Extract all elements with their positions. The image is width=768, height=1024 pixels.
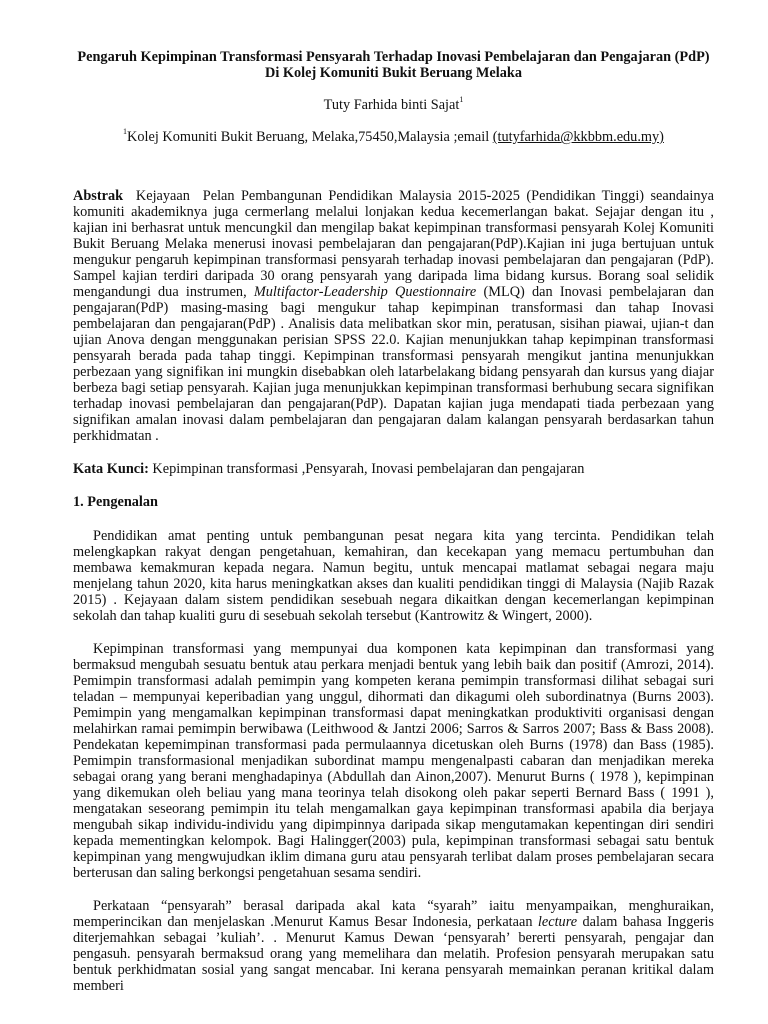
paragraph-3: [73, 898, 714, 994]
affiliation-superscript: 1: [123, 127, 128, 136]
abstract: [73, 188, 718, 444]
paper-title: [73, 49, 714, 81]
document-page: [73, 49, 718, 994]
author-name: Tuty Farhida binti Sajat: [323, 97, 460, 113]
keywords: [73, 461, 714, 477]
paragraph-3-italic: lecture: [537, 914, 578, 930]
author-line: [73, 97, 714, 113]
email-link[interactable]: (tutyfarhida@kkbbm.edu.my): [492, 129, 664, 145]
abstract-text-2: (MLQ) dan Inovasi pembelajaran dan pengajaran(PdP) masing-masing bagi mengukur tahap kepimpinan transformasi dan tahap Inovasi pembelajaran dan pengajaran(PdP) . Analisis data melibatkan skor min, peratusan, sisihan piawai, ujian-t dan ujian Anova dengan menggunakan perisian SPSS 22.0. Kajian menunjukkan tahap kepimpinan transformasi pensyarah berada pada tahap tinggi. Kepimpinan transformasi pensyarah mengikut jantina menunjukkan perbezaan yang signifikan ini mungkin disebabkan oleh latarbelakang bidang pensyarah dan kursus yang diajar berbeza bagi setiap pensyarah. Kajian juga menunjukkan kepimpinan transformasi berhubung secara signifikan terhadap inovasi pembelajaran dan pengajaran(PdP). Dapatan kajian juga mendapati tiada perbezaan yang signifikan amalan inovasi dalam pembelajaran dan pengajaran dalam kalangan pensyarah berdasarkan tahun perkhidmatan .: [73, 284, 714, 444]
title-line-2: Di Kolej Komuniti Bukit Beruang Melaka: [265, 65, 522, 81]
section-heading: 1. Pengenalan: [73, 494, 158, 510]
paragraph-3-text-2: dalam bahasa Inggeris diterjemahkan sebagai ’kuliah’. . Menurut Kamus Dewan ‘pensyarah’ bererti pensyarah, pengajar dan pengasuh. pensyarah bermaksud orang yang memelihara dan melatih. Profesion pensyarah merupakan satu bentuk perkhidmatan sosial yang sangat mencabar. Ini kerana pensyarah memainkan peranan kritikal dalam memberi: [73, 914, 714, 994]
affiliation-text: Kolej Komuniti Bukit Beruang, Melaka,75450,Malaysia ;email: [127, 129, 493, 145]
abstract-italic-term: Multifactor-Leadership Questionnaire: [253, 284, 477, 300]
paragraph-3-text-1: Perkataan “pensyarah” berasal daripada akal kata “syarah” iaitu menyampaikan, menghuraikan, memperincikan dan menjelaskan .Menurut Kamus Besar Indonesia, perkataan: [73, 898, 714, 930]
author-superscript: 1: [459, 95, 464, 104]
keywords-label: Kata Kunci:: [73, 461, 149, 477]
abstract-text-1: Kejayaan Pelan Pembangunan Pendidikan Malaysia 2015-2025 (Pendidikan Tinggi) seandainya komuniti akademiknya juga cermerlang melalui lonjakan kedua kecemerlangan bakat. Sejajar dengan itu , kajian ini berhasrat untuk mencungkil dan mengilap bakat kepimpinan transformasi pensyarah Kolej Komuniti Bukit Beruang Melaka menerusi inovasi pembelajaran dan pengajaran(PdP).Kajian ini juga bertujuan untuk mengukur pengaruh kepimpinan transformasi pensyarah terhadap inovasi pembelajaran dan pengajaran (PdP). Sampel kajian terdiri daripada 30 orang pensyarah yang daripada lima bidang kursus. Borang soal selidik mengandungi dua instrumen,: [73, 188, 718, 300]
paragraph-2: Kepimpinan transformasi yang mempunyai dua komponen kata kepimpinan dan transformasi yang bermaksud mengubah sesuatu bentuk atau perkara menjadi bentuk yang lebih baik dan positif (Amrozi, 2014). Pemimpin transformasi adalah pemimpin yang kompeten kerana pemimpin transformasi dilihat sebagai suri teladan – mempunyai keperibadian yang unggul, dihormati dan dikagumi oleh subordinatnya (Burns 2003). Pemimpin yang mengamalkan kepimpinan transformasi dapat meningkatkan produktiviti organisasi dengan melahirkan ramai pemimpin berwibawa (Leithwood & Jantzi 2006; Sarros & Sarros 2007; Bass & Bass 2008). Pendekatan kepemimpinan transformasi pada permulaannya dicetuskan oleh Burns (1978) dan Bass (1985). Pemimpin transformasional menjadikan subordinat mampu mengenalpasti cabaran dan menjadikan mereka sebagai orang yang berani menghadapinya (Abdullah dan Ainon,2007). Menurut Burns ( 1978 ), kepimpinan yang dikemukan oleh beliau yang mana teorinya telah disokong oleh pakar seperti Bernard Bass ( 1991 ), mengatakan seseorang pemimpin itu telah mengamalkan gaya kepimpinan transformasi apabila dia berjaya mengubah sikap individu-individu yang dipimpinnya daripada sikap mengutamakan kepentingan diri sendiri kepada mementingkan kelompok. Bagi Halingger(2003) pula, kepimpinan transformasi sebagai satu bentuk kepimpinan yang mengwujudkan iklim dimana guru atau pensyarah terlibat dalam proses pembelajaran secara berterusan dan saling berkongsi pengetahuan sesama sendiri.: [73, 641, 714, 881]
paragraph-1: Pendidikan amat penting untuk pembangunan pesat negara kita yang tercinta. Pendidikan telah melengkapkan rakyat dengan pengetahuan, kemahiran, dan kecekapan yang memacu pertumbuhan dan membawa kemakmuran kepada negara. Namun begitu, untuk mencapai matlamat sebagai negara maju menjelang tahun 2020, kita harus meningkatkan akses dan kualiti pendidikan tinggi di Malaysia (Najib Razak 2015) . Kejayaan dalam sistem pendidikan sesebuah negara dikaitkan dengan kecemerlangan kepimpinan sekolah dan tahap kualiti guru di sesebuah sekolah tersebut (Kantrowitz & Wingert, 2000).: [73, 528, 714, 624]
abstract-label: Abstrak: [73, 188, 124, 204]
affiliation-line: [73, 129, 714, 145]
title-line-1: Pengaruh Kepimpinan Transformasi Pensyarah Terhadap Inovasi Pembelajaran dan Pengajaran (PdP): [77, 49, 710, 65]
keywords-text: Kepimpinan transformasi ,Pensyarah, Inovasi pembelajaran dan pengajaran: [148, 461, 585, 477]
